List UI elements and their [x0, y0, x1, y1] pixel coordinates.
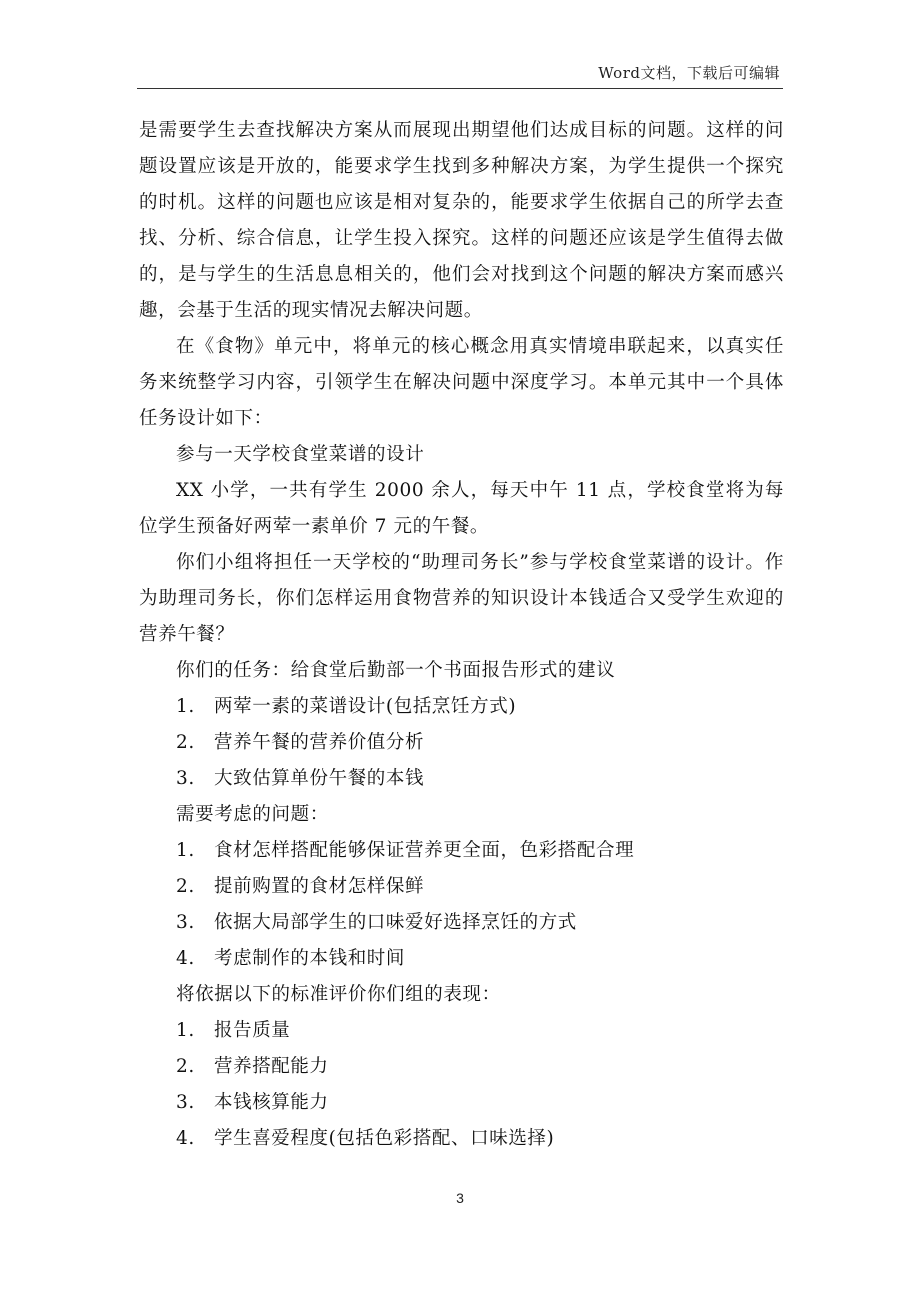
paragraph-problem-design: 是需要学生去查找解决方案从而展现出期望他们达成目标的问题。这样的问题设置应该是开放的，能要求学生找到多种解决方案，为学生提供一个探究的时机。这样的问题也应该是相对复杂的，能要求学生依据自己的所学去查找、分析、综合信息，让学生投入探究。这样的问题还应该是学生值得去做的，是与学生的生活息息相关的，他们会对找到这个问题的解决方案而感兴趣，会基于生活的现实情况去解决问题。	[139, 120, 784, 321]
criteria-intro: 将依据以下的标准评价你们组的表现：	[176, 984, 501, 1005]
header-divider	[137, 88, 783, 89]
list-item-number: 2.	[176, 876, 195, 897]
list-item-number: 3.	[176, 1092, 195, 1113]
paragraph-food-unit: 在《食物》单元中，将单元的核心概念用真实情境串联起来，以真实任务来统整学习内容，引领学生在解决问题中深度学习。本单元其中一个具体任务设计如下：	[139, 336, 784, 429]
list-item-text: 报告质量	[214, 1020, 291, 1041]
task-title: 参与一天学校食堂菜谱的设计	[176, 444, 425, 465]
criteria-list	[139, 1013, 784, 1157]
list-item-text: 大致估算单份午餐的本钱	[214, 768, 425, 789]
list-item-number: 1.	[176, 696, 195, 717]
list-item-number: 2.	[176, 1056, 195, 1077]
consider-intro: 需要考虑的问题：	[176, 804, 329, 825]
list-item	[139, 761, 784, 797]
list-item	[139, 869, 784, 905]
task-list	[139, 689, 784, 797]
document-body	[139, 113, 784, 1157]
list-item	[139, 725, 784, 761]
list-item-number: 1.	[176, 1020, 195, 1041]
list-item	[139, 1049, 784, 1085]
list-item-text: 两荤一素的菜谱设计(包括烹饪方式)	[214, 696, 517, 717]
list-item	[139, 689, 784, 725]
list-item-text: 营养午餐的营养价值分析	[214, 732, 425, 753]
list-item-text: 提前购置的食材怎样保鲜	[214, 876, 425, 897]
list-item-text: 食材怎样搭配能够保证营养更全面，色彩搭配合理	[214, 840, 635, 861]
list-item-text: 考虑制作的本钱和时间	[214, 948, 406, 969]
list-item-text: 依据大局部学生的口味爱好选择烹饪的方式	[214, 912, 577, 933]
list-item-number: 3.	[176, 912, 195, 933]
list-item	[139, 833, 784, 869]
consider-list	[139, 833, 784, 977]
list-item-number: 4.	[176, 1128, 195, 1149]
list-item-text: 学生喜爱程度(包括色彩搭配、口味选择)	[214, 1128, 555, 1149]
list-item	[139, 1013, 784, 1049]
page-number: 3	[456, 1190, 464, 1206]
paragraph-role: 你们小组将担任一天学校的“助理司务长”参与学校食堂菜谱的设计。作为助理司务长，你们怎样运用食物营养的知识设计本钱适合又受学生欢迎的营养午餐？	[139, 552, 784, 645]
list-item-text: 营养搭配能力	[214, 1056, 329, 1077]
task-intro: 你们的任务：给食堂后勤部一个书面报告形式的建议	[176, 660, 616, 681]
list-item	[139, 1085, 784, 1121]
list-item	[139, 941, 784, 977]
page-header: Word文档，下载后可编辑	[598, 64, 780, 82]
list-item-number: 4.	[176, 948, 195, 969]
list-item	[139, 905, 784, 941]
list-item-number: 1.	[176, 840, 195, 861]
list-item	[139, 1121, 784, 1157]
list-item-number: 2.	[176, 732, 195, 753]
list-item-text: 本钱核算能力	[214, 1092, 329, 1113]
paragraph-school-context: XX 小学，一共有学生 2000 余人，每天中午 11 点，学校食堂将为每位学生预备好两荤一素单价 7 元的午餐。	[139, 480, 784, 537]
list-item-number: 3.	[176, 768, 195, 789]
